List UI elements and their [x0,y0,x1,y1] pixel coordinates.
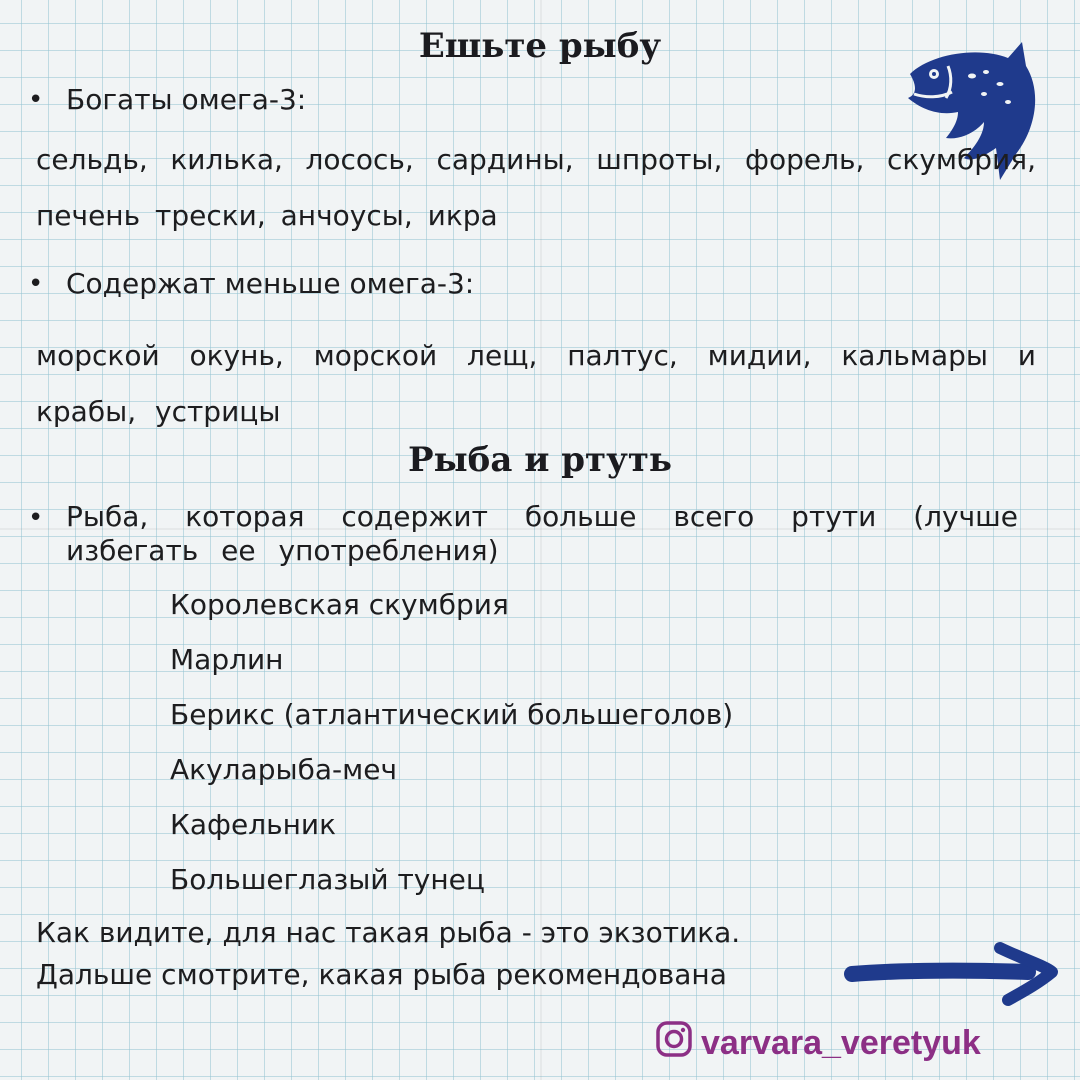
omega-less-label: Содержат меньше омега-3: [66,267,475,300]
omega-rich-label: Богаты омега-3: [66,83,307,116]
arrow-right-icon[interactable] [840,938,1065,1012]
closing-text [36,912,740,996]
list-item: Кафельник [170,808,337,841]
heading-eat-fish: Ешьте рыбу [418,26,662,66]
list-item: Марлин [170,643,284,676]
list-item: Большеглазый тунец [170,863,485,896]
mercury-intro: Рыба, которая содержит больше всего ртути (лучше избегать ее употребления) [66,500,1018,567]
omega-rich-fish-list: сельдь, килька, лосось, сардины, шпроты, форель, скумбрия, печень трески, анчоусы, икра [36,143,1036,232]
closing-line-1: Как видите, для нас такая рыба - это экзотика. [36,916,741,949]
bullet-dot: • [28,503,44,533]
instagram-icon [655,1020,693,1067]
closing-line-2: Дальше смотрите, какая рыба рекомендована [36,958,727,991]
omega-less-fish-list: морской окунь, морской лещ, палтус, мидии, кальмары и крабы, устрицы [36,339,1036,428]
instagram-handle-link[interactable] [655,1020,981,1067]
mercury-fish-list [170,581,733,911]
instagram-handle: varvara_veretyuk [701,1024,981,1062]
bullet-mercury [28,500,1018,568]
list-item: Королевская скумбрия [170,588,509,621]
bullet-dot: • [28,269,44,299]
bullet-omega-rich [28,82,306,118]
bullet-omega-less [28,266,474,302]
list-item: Акуларыба-меч [170,753,397,786]
list-item: Берикс (атлантический большеголов) [170,698,734,731]
heading-fish-mercury: Рыба и ртуть [408,440,672,480]
bullet-dot: • [28,85,44,115]
